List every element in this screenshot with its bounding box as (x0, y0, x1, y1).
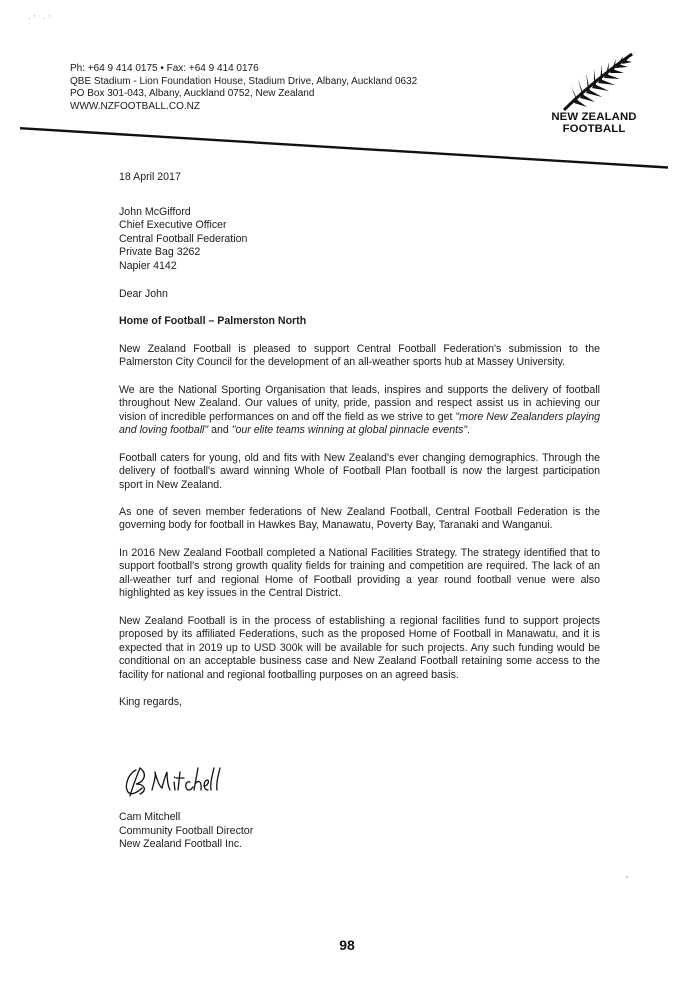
paragraph-federation: As one of seven member federations of New Zealand Football, Central Football Federation is the governing body for football in Hawkes Bay, Manawatu, Poverty Bay, Taranaki and Wanganui. (119, 505, 600, 532)
header-rule (20, 127, 668, 130)
paragraph-funding: New Zealand Football is in the process of establishing a regional facilities fund to support projects proposed by its affiliated Federations, such as the proposed Home of Football in Manawatu, and it is expected that in 2019 up to USD 300k will be available for such projects. Any such funding would be conditional on an acceptable business case and New Zealand Football retaining some access to the facility for national and regional footballing purposes on an agreed basis. (119, 614, 600, 681)
salutation: Dear John (119, 287, 168, 300)
silver-fern-icon (560, 52, 636, 112)
recipient-address (119, 206, 600, 274)
recipient-organisation: Central Football Federation (119, 232, 248, 245)
phone-fax-line: Ph: +64 9 414 0175 • Fax: +64 9 414 0176 (70, 63, 259, 74)
paragraph-participation: Football caters for young, old and fits with New Zealand's ever changing demographics. Through the delivery of football's award winning Whole of Football Plan football is now the largest participation sport in New Zealand. (119, 451, 600, 491)
logo-line-2: FOOTBALL (562, 122, 626, 135)
recipient-postal: Private Bag 3262 (119, 246, 201, 259)
letter-body (119, 171, 600, 710)
subject-line: Home of Football – Palmerston North (119, 315, 307, 328)
logo-line-1: NEW ZEALAND (551, 111, 637, 123)
scan-mark: ·' ·' (28, 14, 54, 23)
letterhead-contact (70, 63, 417, 113)
paragraph-organisation (119, 384, 600, 438)
quote-more-new-zealanders: "more New Zealanders playing and loving football" (119, 410, 600, 437)
postal-address-line: PO Box 301-043, Albany, Auckland 0752, New Zealand (70, 88, 315, 100)
paragraph-organisation-text-c: . (467, 424, 471, 437)
website-line: WWW.NZFOOTBALL.CO.NZ (70, 100, 200, 112)
paragraph-organisation-text-a: We are the National Sporting Organisation that leads, inspires and supports the delivery of football throughout New Zealand. Our values of unity, pride, passion and respect assist us in achieving our vision of incredible performances on and off the field as we strive to get (119, 383, 600, 423)
recipient-title: Chief Executive Officer (119, 219, 227, 232)
letter-date: 18 April 2017 (119, 171, 181, 183)
signer-organisation: New Zealand Football Inc. (119, 838, 243, 851)
nzf-logo (548, 52, 648, 135)
paragraph-support: New Zealand Football is pleased to support Central Football Federation's submission to the Palmerston City Council for the development of an all-weather sports hub at Massey University. (119, 342, 600, 369)
page-number: 98 (339, 937, 355, 953)
signer-block (119, 811, 253, 852)
paragraph-strategy: In 2016 New Zealand Football completed a National Facilities Strategy. The strategy identified that to support football's strong growth quality fields for training and competition are required. The lack of an all-weather turf and regional Home of Football providing a year round football venue were also highlighted as key issues in the Central District. (119, 546, 600, 600)
closing: King regards, (119, 696, 183, 709)
signer-name: Cam Mitchell (119, 811, 181, 823)
quote-elite-teams: "our elite teams winning at global pinnacle events" (231, 424, 468, 437)
paragraph-organisation-text-b: and (208, 424, 232, 437)
recipient-name: John McGifford (119, 205, 191, 218)
signer-title: Community Football Director (119, 824, 254, 837)
handwritten-signature (122, 760, 222, 800)
street-address-line: QBE Stadium - Lion Foundation House, Stadium Drive, Albany, Auckland 0632 (70, 75, 418, 87)
recipient-city: Napier 4142 (119, 259, 177, 272)
scan-speck (626, 876, 628, 878)
